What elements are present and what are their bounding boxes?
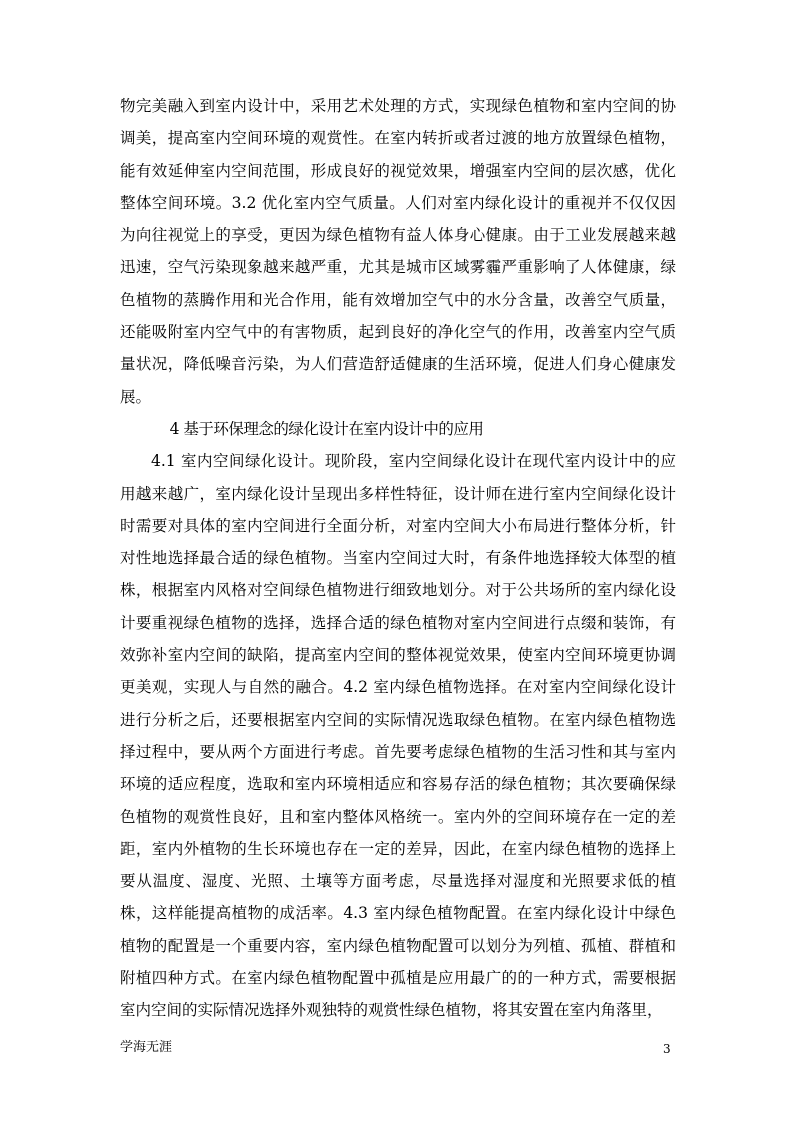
paragraph-continuation: 物完美融入到室内设计中，采用艺术处理的方式，实现绿色植物和室内空间的协调美，提高室内空间环境的观赏性。在室内转折或者过渡的地方放置绿色植物，能有效延伸室内空间范围，形成良好的视觉效果，增强室内空间的层次感，优化整体空间环境。3.2 优化室内空气质量。人们对室内绿化设计的重视并不仅仅因为向往视觉上的享受，更因为绿色植物有益人体身心健康。由于工业发展越来越迅速，空气污染现象越来越严重，尤其是城市区域雾霾严重影响了人体健康，绿色植物的蒸腾作用和光合作用，能有效增加空气中的水分含量，改善空气质量，还能吸附室内空气中的有害物质，起到良好的净化空气的作用，改善室内空气质量状况，降低噪音污染，为人们营造舒适健康的生活环境，促进人们身心健康发展。: [120, 97, 676, 406]
paragraph-section-4: 4.1 室内空间绿化设计。现阶段，室内空间绿化设计在现代室内设计中的应用越来越广，室内绿化设计呈现出多样性特征，设计师在进行室内空间绿化设计时需要对具体的室内空间进行全面分析，对室内空间大小布局进行整体分析，针对性地选择最合适的绿色植物。当室内空间过大时，有条件地选择较大体型的植株，根据室内风格对空间绿色植物进行细致地划分。对于公共场所的室内绿化设计要重视绿色植物的选择，选择合适的绿色植物对室内空间进行点缀和装饰，有效弥补室内空间的缺陷，提高室内空间的整体视觉效果，使室内空间环境更协调更美观，实现人与自然的融合。4.2 室内绿色植物选择。在对室内空间绿化设计进行分析之后，还要根据室内空间的实际情况选取绿色植物。在室内绿色植物选择过程中，要从两个方面进行考虑。首先要考虑绿色植物的生活习性和其与室内环境的适应程度，选取和室内环境相适应和容易存活的绿色植物；其次要确保绿色植物的观赏性良好，且和室内整体风格统一。室内外的空间环境存在一定的差距，室内外植物的生长环境也存在一定的差异，因此，在室内绿色植物的选择上要从温度、湿度、光照、土壤等方面考虑，尽量选择对湿度和光照要求低的植株，这样能提高植物的成活率。4.3 室内绿色植物配置。在室内绿化设计中绿色植物的配置是一个重要内容，室内绿色植物配置可以划分为列植、孤植、群植和附植四种方式。在室内绿色植物配置中孤植是应用最广的的一种方式，需要根据室内空间的实际情况选择外观独特的观赏性绿色植物，将其安置在室内角落里，: [120, 452, 676, 1020]
document-body: [120, 90, 676, 1027]
footer-label: 学海无涯: [120, 1040, 173, 1055]
section-heading: 4 基于环保理念的绿化设计在室内设计中的应用: [169, 419, 484, 438]
page-number: 3: [663, 1042, 671, 1056]
